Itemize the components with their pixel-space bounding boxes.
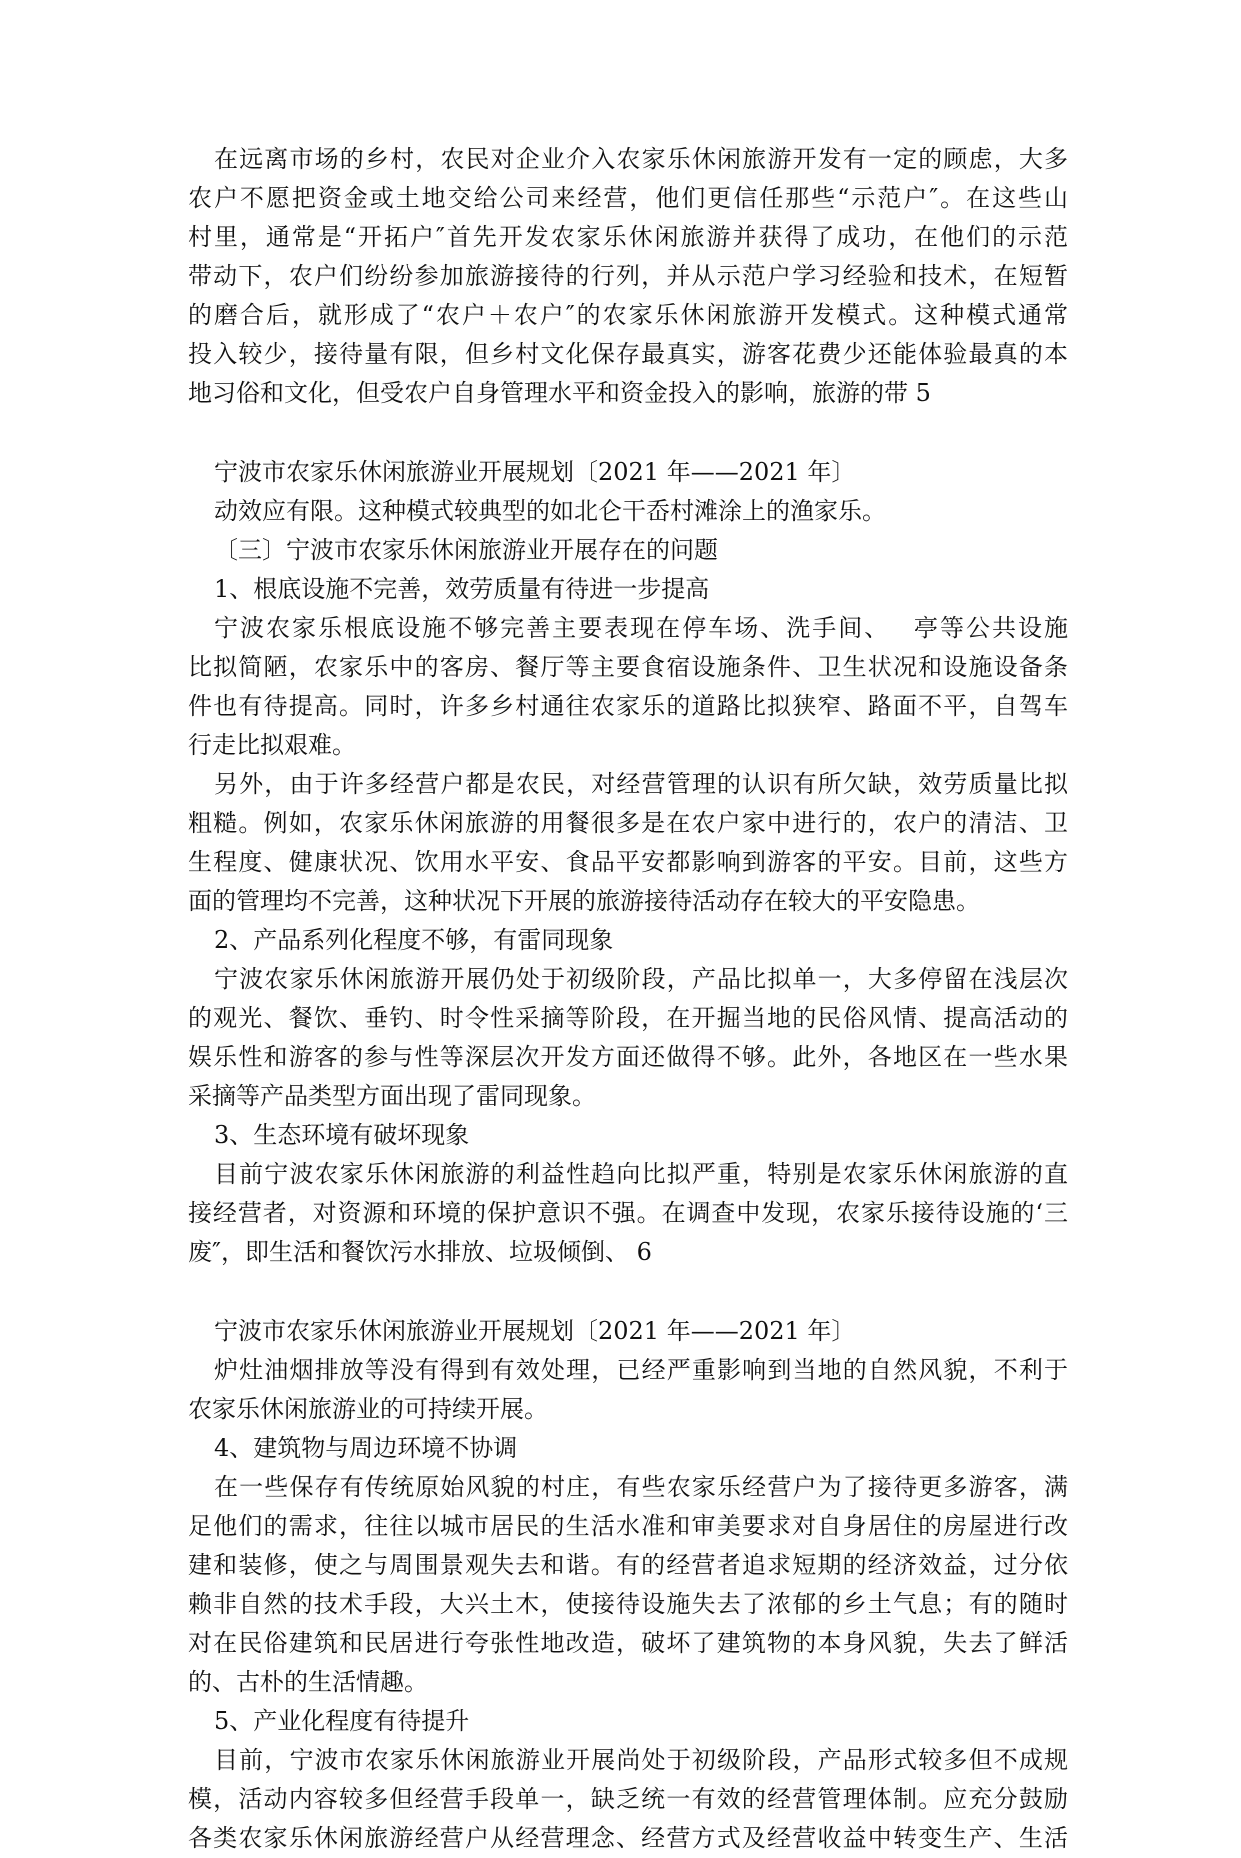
text-line: 目前，宁波市农家乐休闲旅游业开展尚处于初级阶段，产品形式较多但不成规 xyxy=(214,1746,1068,1774)
text-line: 地习俗和文化，但受农户自身管理水平和资金投入的影响，旅游的带 5 xyxy=(188,379,931,407)
text-line: 宁波农家乐休闲旅游开展仍处于初级阶段，产品比拟单一，大多停留在浅层次 xyxy=(214,965,1068,993)
text-line: 农户不愿把资金或土地交给公司来经营，他们更信任那些“示范户″。在这些山 xyxy=(188,184,1068,212)
text-line: 投入较少，接待量有限，但乡村文化保存最真实，游客花费少还能体验最真的本 xyxy=(188,340,1068,368)
text-line: 建和装修，使之与周围景观失去和谐。有的经营者追求短期的经济效益，过分依 xyxy=(188,1551,1068,1579)
text-line: 娱乐性和游客的参与性等深层次开发方面还做得不够。此外，各地区在一些水果 xyxy=(188,1043,1068,1071)
text-line: 模，活动内容较多但经营手段单一，缺乏统一有效的经营管理体制。应充分鼓励 xyxy=(188,1785,1068,1813)
text-line: 各类农家乐休闲旅游经营户从经营理念、经营方式及经营收益中转变生产、生活 xyxy=(188,1824,1068,1852)
text-line: 采摘等产品类型方面出现了雷同现象。 xyxy=(188,1082,596,1110)
text-line: 农家乐休闲旅游业的可持续开展。 xyxy=(188,1395,548,1423)
text-line: 带动下，农户们纷纷参加旅游接待的行列，并从示范户学习经验和技术，在短暂 xyxy=(188,262,1068,290)
text-line: 在远离市场的乡村，农民对企业介入农家乐休闲旅游开发有一定的顾虑，大多 xyxy=(214,145,1068,173)
text-line: 足他们的需求，往往以城市居民的生活水准和审美要求对自身居住的房屋进行改 xyxy=(188,1512,1068,1540)
text-line: 生程度、健康状况、饮用水平安、食品平安都影响到游客的平安。目前，这些方 xyxy=(188,848,1068,876)
text-line: 另外，由于许多经营户都是农民，对经营管理的认识有所欠缺，效劳质量比拟 xyxy=(214,770,1068,798)
text-line: 宁波农家乐根底设施不够完善主要表现在停车场、洗手间、 亭等公共设施 xyxy=(214,614,1068,642)
text-line: 村里，通常是“开拓户″首先开发农家乐休闲旅游并获得了成功，在他们的示范 xyxy=(188,223,1068,251)
page-break-gap xyxy=(188,1272,1068,1312)
text-line: 炉灶油烟排放等没有得到有效处理，已经严重影响到当地的自然风貌，不利于 xyxy=(214,1356,1068,1384)
text-line: 接经营者，对资源和环境的保护意识不强。在调查中发现，农家乐接待设施的‘三 xyxy=(188,1199,1068,1227)
page-break-gap xyxy=(188,413,1068,453)
text-line: 宁波市农家乐休闲旅游业开展规划〔2021 年——2021 年〕 xyxy=(214,458,856,486)
text-line: 4、建筑物与周边环境不协调 xyxy=(214,1434,518,1462)
text-line: 对在民俗建筑和民居进行夸张性地改造，破坏了建筑物的本身风貌，失去了鲜活 xyxy=(188,1629,1068,1657)
document-body xyxy=(188,140,1068,1858)
text-line: 宁波市农家乐休闲旅游业开展规划〔2021 年——2021 年〕 xyxy=(214,1317,856,1345)
text-line: 的磨合后，就形成了“农户＋农户″的农家乐休闲旅游开发模式。这种模式通常 xyxy=(188,301,1068,329)
text-line: 的观光、餐饮、垂钓、时令性采摘等阶段，在开掘当地的民俗风情、提高活动的 xyxy=(188,1004,1068,1032)
text-line: 粗糙。例如，农家乐休闲旅游的用餐很多是在农户家中进行的，农户的清洁、卫 xyxy=(188,809,1068,837)
text-line: 2、产品系列化程度不够，有雷同现象 xyxy=(214,926,614,954)
text-line: 废″，即生活和餐饮污水排放、垃圾倾倒、 6 xyxy=(188,1238,652,1266)
text-line: 的、古朴的生活情趣。 xyxy=(188,1668,428,1696)
text-line: 〔三〕宁波市农家乐休闲旅游业开展存在的问题 xyxy=(214,536,718,564)
text-line: 目前宁波农家乐休闲旅游的利益性趋向比拟严重，特别是农家乐休闲旅游的直 xyxy=(214,1160,1068,1188)
text-line: 比拟简陋，农家乐中的客房、餐厅等主要食宿设施条件、卫生状况和设施设备条 xyxy=(188,653,1068,681)
text-line: 行走比拟艰难。 xyxy=(188,731,356,759)
text-line: 动效应有限。这种模式较典型的如北仑干岙村滩涂上的渔家乐。 xyxy=(214,497,886,525)
text-line: 在一些保存有传统原始风貌的村庄，有些农家乐经营户为了接待更多游客，满 xyxy=(214,1473,1068,1501)
text-line: 1、根底设施不完善，效劳质量有待进一步提高 xyxy=(214,575,710,603)
text-line: 赖非自然的技术手段，大兴土木，使接待设施失去了浓郁的乡土气息；有的随时 xyxy=(188,1590,1068,1618)
text-line: 5、产业化程度有待提升 xyxy=(214,1707,470,1735)
text-line: 面的管理均不完善，这种状况下开展的旅游接待活动存在较大的平安隐患。 xyxy=(188,887,980,915)
text-line: 3、生态环境有破坏现象 xyxy=(214,1121,470,1149)
text-line: 件也有待提高。同时，许多乡村通往农家乐的道路比拟狭窄、路面不平，自驾车 xyxy=(188,692,1068,720)
